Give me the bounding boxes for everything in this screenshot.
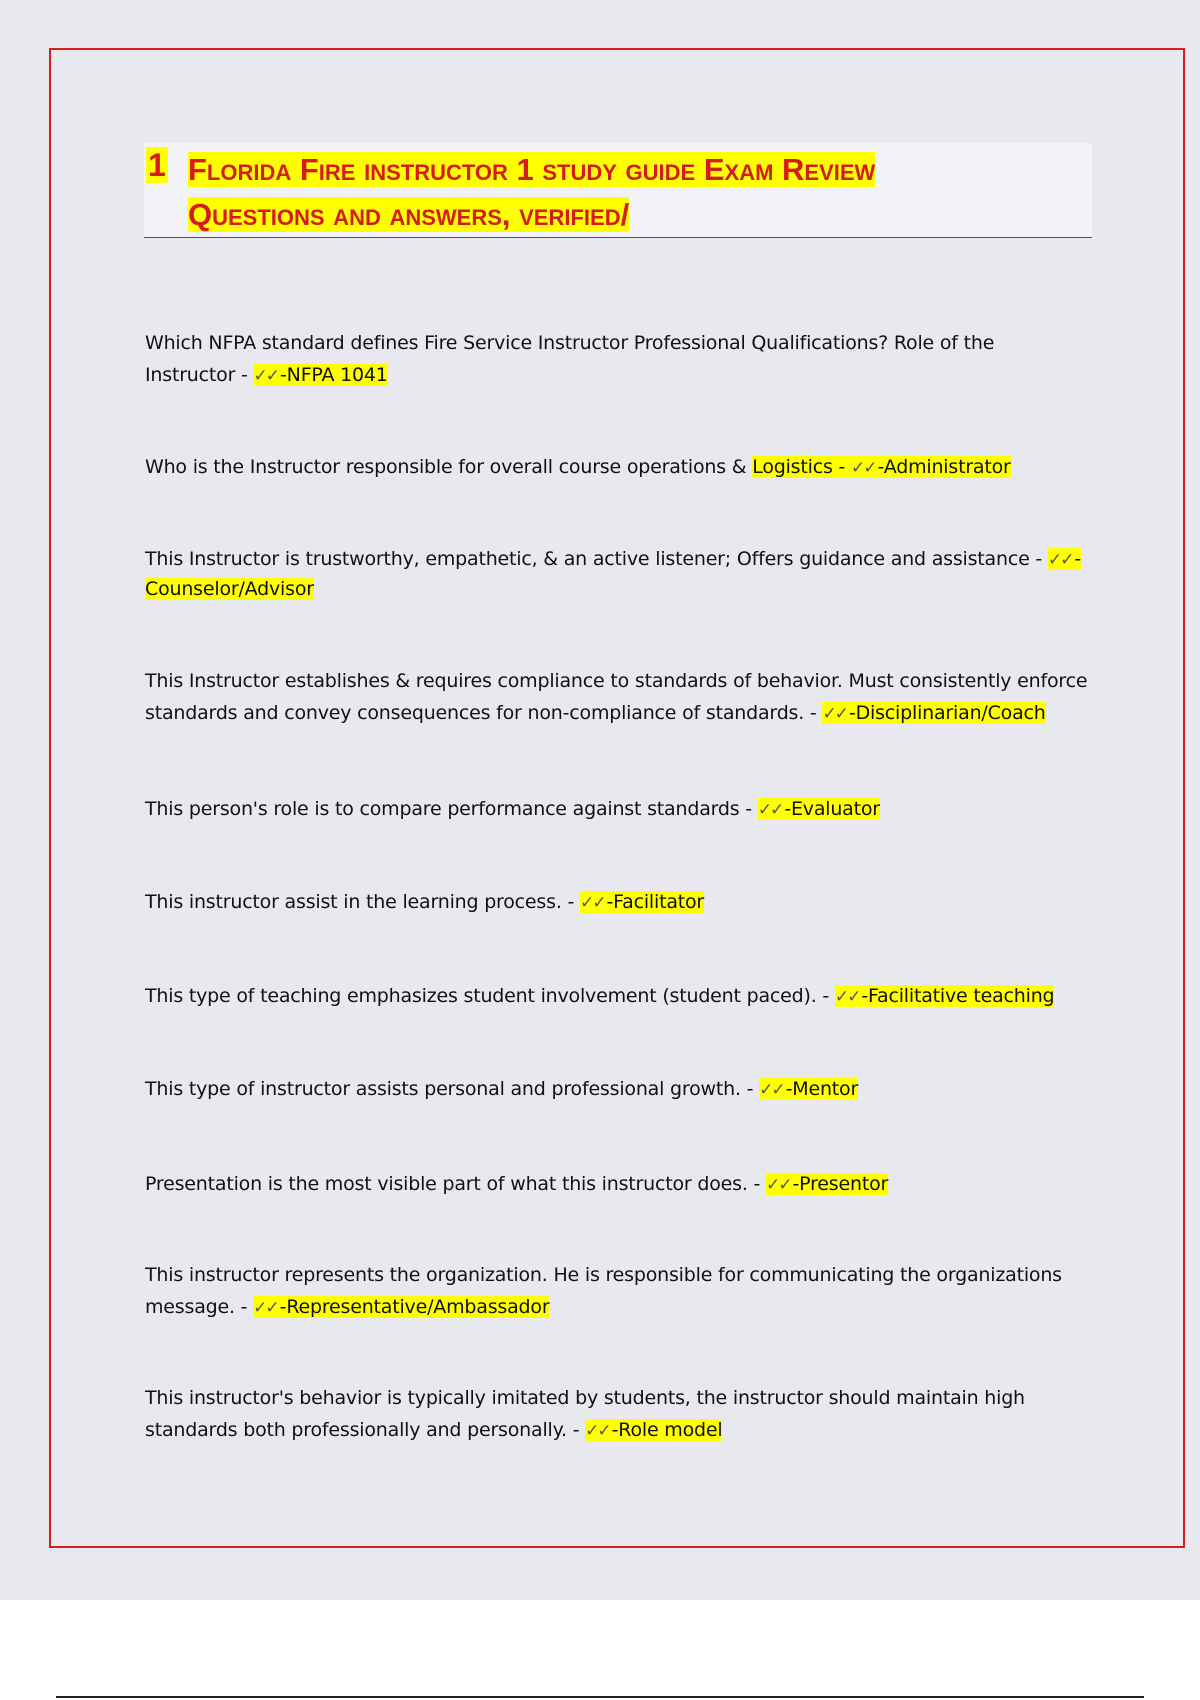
answer-text: ✓✓ -Representative/Ambassador [253,1296,550,1318]
answer-text: ✓✓ -Role model [585,1419,723,1441]
question-text: This Instructor is trustworthy, empathetic, & an active listener; Offers guidance and assistance - [145,548,1048,570]
answer-text: ✓✓ -NFPA 1041 [253,364,388,386]
question-text: This type of teaching emphasizes student involvement (student paced). - [145,985,835,1007]
question-text: This instructor assist in the learning process. - [145,891,580,913]
qa-item [145,980,1090,1013]
question-text: This instructor's behavior is typically imitated by students, the instructor should maintain high standards both professionally and personally. - [145,1387,1025,1441]
footer-divider [56,1696,1144,1698]
heading-text [188,147,1088,237]
qa-item [145,1382,1090,1447]
document-title [144,143,1092,238]
question-text: This person's role is to compare performance against standards - [145,798,758,820]
question-text: Who is the Instructor responsible for overall course operations & [145,456,753,478]
heading-line-2: Questions and answers, verified/ [188,197,630,232]
question-text: Presentation is the most visible part of what this instructor does. - [145,1173,767,1195]
double-checkmark-icon: ✓✓ [759,1080,784,1100]
question-text: Which NFPA standard defines Fire Service Instructor Professional Qualifications? Role of the Instructor - [145,332,995,386]
double-checkmark-icon: ✓✓ [834,987,860,1007]
answer-text: ✓✓ -Presentor [766,1173,889,1195]
double-checkmark-icon: ✓✓ [253,366,279,386]
qa-item [145,451,1090,484]
answer-text: ✓✓ -Disciplinarian/Coach [822,702,1046,724]
qa-item [145,1073,1090,1106]
double-checkmark-icon: ✓✓ [822,704,847,724]
answer-text: ✓✓ -Counselor/Advisor [145,548,1082,600]
double-checkmark-icon: ✓✓ [757,800,783,820]
qa-item [145,665,1090,730]
question-text: This type of instructor assists personal and professional growth. - [145,1078,760,1100]
double-checkmark-icon: ✓✓ [585,1421,610,1441]
heading-number: 1 [148,147,166,183]
double-checkmark-icon: ✓✓ [851,458,876,478]
double-checkmark-icon: ✓✓ [766,1175,791,1195]
qa-item [145,886,1090,919]
heading-line-1: Florida Fire instructor 1 study guide Exam Review [188,152,876,187]
answer-text: ✓✓ -Facilitator [580,891,705,913]
qa-item [145,1259,1090,1324]
qa-item [145,545,1090,604]
question-text: This Instructor establishes & requires compliance to standards of behavior. Must consistently enforce standards and convey consequences for non-compliance of standards. - [145,670,1088,724]
answer-text: ✓✓ -Mentor [759,1078,859,1100]
question-text: This instructor represents the organization. He is responsible for communicating the organizations message. - [145,1264,1062,1318]
double-checkmark-icon: ✓✓ [580,893,605,913]
answer-text: ✓✓ -Facilitative teaching [834,985,1055,1007]
qa-item [145,793,1090,826]
double-checkmark-icon: ✓✓ [1047,550,1073,570]
answer-text: ✓✓ -Evaluator [757,798,880,820]
answer-text: Logistics - ✓✓ -Administrator [752,456,1011,478]
qa-item [145,327,1090,392]
qa-item [145,1168,1090,1201]
double-checkmark-icon: ✓✓ [253,1298,278,1318]
